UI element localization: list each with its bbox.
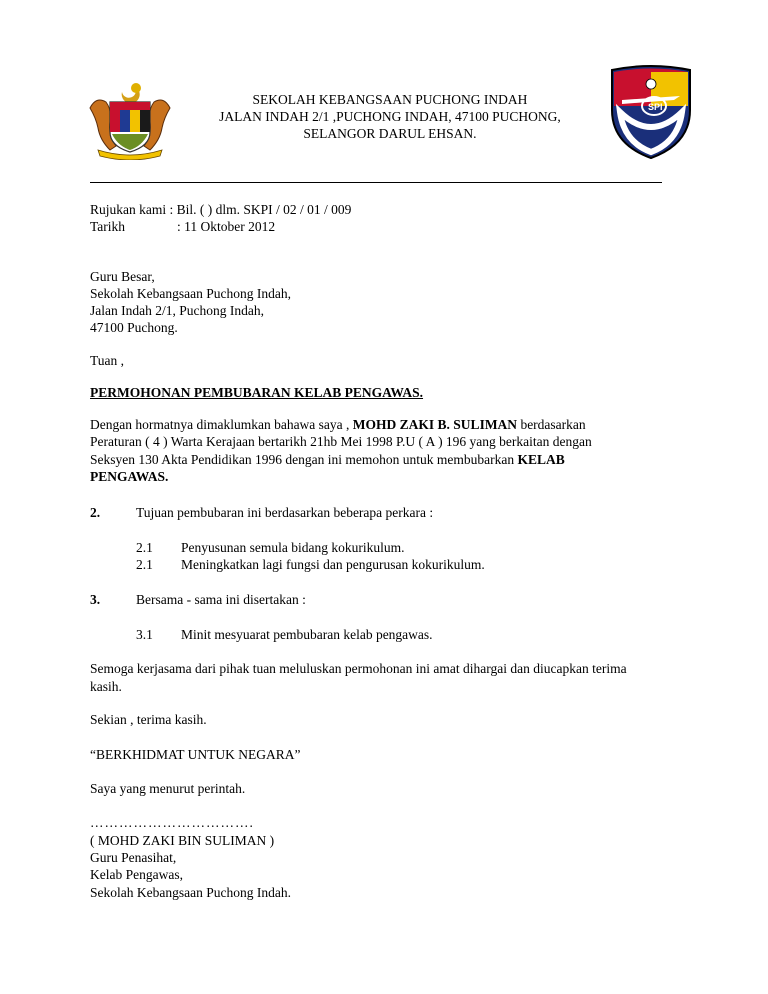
thanks-line: Sekian , terima kasih. [90,712,207,727]
signatory-name: ( MOHD ZAKI BIN SULIMAN ) [90,833,275,848]
list-item-number: 2.1 [136,540,153,555]
paragraph-text: Seksyen 130 Akta Pendidikan 1996 dengan ini memohon untuk membubarkan [90,452,518,467]
paragraph-text: berdasarkan [517,417,586,432]
list-item-number: 3.1 [136,627,153,642]
list-item: Meningkatkan lagi fungsi dan pengurusan kokurikulum. [181,557,485,572]
signatory-title: Guru Penasihat, [90,850,177,865]
recipient-line: Guru Besar, [90,269,155,284]
closing-line: kasih. [90,679,122,694]
closing-line: Semoga kerjasama dari pihak tuan meluluskan permohonan ini amat dihargai dan diucapkan terima [90,661,627,676]
list-item-number: 2.1 [136,557,153,572]
recipient-line: Jalan Indah 2/1, Puchong Indah, [90,303,264,318]
signatory-title: Kelab Pengawas, [90,867,183,882]
section-2-text: Tujuan pembubaran ini berdasarkan beberapa perkara : [136,505,434,520]
list-item: Penyusunan semula bidang kokurikulum. [181,540,405,555]
recipient-line: 47100 Puchong. [90,320,178,335]
reference-line [90,201,351,218]
club-name: KELAB [517,452,565,467]
signature-dots: ……………………………. [90,815,254,830]
school-crest-icon [602,64,700,160]
svg-text:SPI: SPI [648,102,663,112]
recipient-line: Sekolah Kebangsaan Puchong Indah, [90,286,291,301]
section-3-number: 3. [90,592,101,607]
paragraph-1-line [90,451,565,468]
paragraph-1-line: PENGAWAS. [90,469,169,484]
paragraph-1-line: Peraturan ( 4 ) Warta Kerajaan bertarikh 21hb Mei 1998 P.U ( A ) 196 yang berkaitan dengan [90,434,592,449]
subject-title: PERMOHONAN PEMBUBARAN KELAB PENGAWAS. [90,385,424,400]
salutation: Tuan , [90,353,125,368]
letterhead-address-line: JALAN INDAH 2/1 ,PUCHONG INDAH, 47100 PUCHONG, [219,109,561,124]
tarikh-label: Tarikh [90,219,126,234]
list-item: Minit mesyuarat pembubaran kelab pengawas. [181,627,433,642]
date-line [90,218,275,235]
letterhead-school-name: SEKOLAH KEBANGSAAN PUCHONG INDAH [252,92,528,107]
obedient-line: Saya yang menurut perintah. [90,781,246,796]
motto: “BERKHIDMAT UNTUK NEGARA” [90,747,301,762]
signatory-title: Sekolah Kebangsaan Puchong Indah. [90,885,291,900]
paragraph-1-line [90,416,586,433]
tarikh-value: : 11 Oktober 2012 [177,219,276,234]
letterhead-state-line: SELANGOR DARUL EHSAN. [303,126,477,141]
applicant-name: MOHD ZAKI B. SULIMAN [352,417,518,432]
section-2-number: 2. [90,505,101,520]
paragraph-text: Dengan hormatnya dimaklumkan bahawa saya , [90,417,353,432]
header-divider [90,182,662,183]
rujukan-label: Rujukan kami [90,202,167,217]
section-3-text: Bersama - sama ini disertakan : [136,592,306,607]
malaysia-coat-of-arms-icon [80,78,180,160]
rujukan-value: : Bil. ( ) dlm. SKPI / 02 / 01 / 009 [169,202,352,217]
